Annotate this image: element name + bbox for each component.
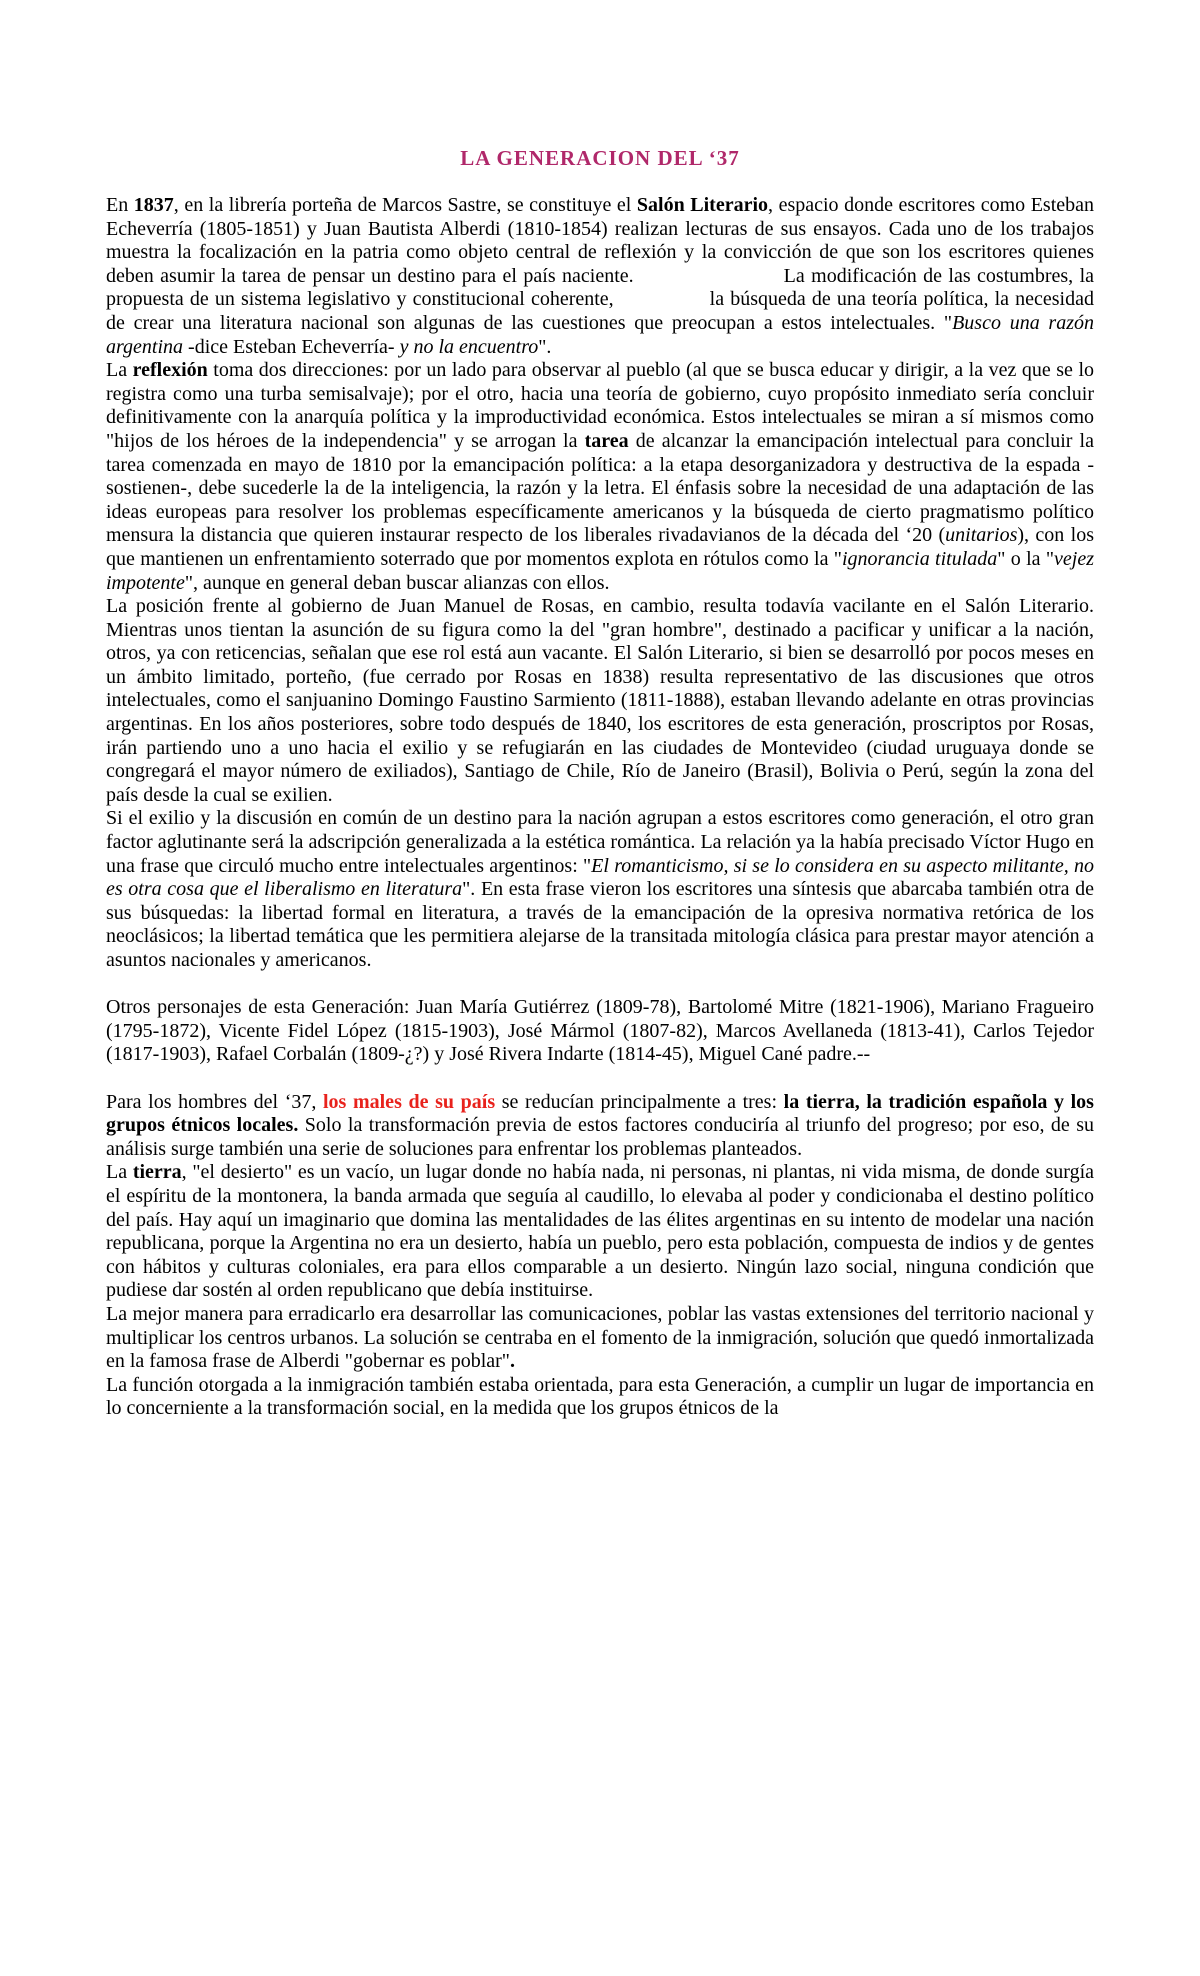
text: ), con los que mantienen un enfrentamiento soterrado que por momentos explota en rótulos como la " bbox=[106, 524, 1094, 570]
text: La bbox=[106, 359, 133, 382]
text: " o la " bbox=[997, 547, 1055, 570]
reflexion-term: reflexión bbox=[132, 359, 208, 382]
paragraph-otros-personajes: Otros personajes de esta Generación: Juan María Gutiérrez (1809-78), Bartolomé Mitre (1821-1906), Mariano Fragueiro (1795-1872), Vicente Fidel López (1815-1903), José Mármol (1807-82), Marcos Avellaneda (1813-41), Carlos Tejedor (1817-1903), Rafael Corbalán (1809-¿?) y José Rivera Indarte (1814-45), Miguel Cané padre.-- bbox=[106, 996, 1094, 1066]
text: Solo la transformación previa de estos factores conduciría al triunfo del progreso; por eso, de su análisis surge también una serie de soluciones para enfrentar los problemas planteados. bbox=[106, 1114, 1094, 1160]
text: toma dos direcciones: por un lado para observar al pueblo (al que se busca educar y dirigir, a la vez que se lo registra como una turba semisalvaje); por el otro, hacia una teoría de gobierno, cuyo propósito inmediato sería concluir definitivamente con la anarquía política y la improductividad económica. Estos intelectuales se miran a sí mismos como "hijos de los héroes de la independencia" y se arrogan la bbox=[106, 359, 1094, 452]
text: ". En esta frase vieron los escritores una síntesis que abarcaba también otra de sus búsquedas: la libertad formal en literatura, a través de la emancipación de la opresiva normativa retórica de los neoclásicos; la libertad temática que les permitiera alejarse de la transitada mitología clásica para prestar mayor atención a asuntos nacionales y americanos. bbox=[106, 878, 1094, 971]
text: . bbox=[509, 1350, 515, 1373]
document-body bbox=[106, 194, 1094, 1421]
text: La mejor manera para erradicarlo era desarrollar las comunicaciones, poblar las vastas extensiones del territorio nacional y multiplicar los centros urbanos. La solución se centraba en el fomento de la inmigración, solución que quedó inmortalizada en la famosa frase de Alberdi "gobernar es poblar" bbox=[106, 1302, 1094, 1373]
quote-no-la-encuentro: y no la encuentro bbox=[399, 335, 539, 358]
tarea-term: tarea bbox=[584, 429, 629, 452]
paragraph-romanticismo bbox=[106, 807, 1094, 972]
paragraph-salon-literario bbox=[106, 194, 1094, 359]
text: La bbox=[106, 1161, 133, 1184]
tres-males: la tierra, la tradición española y los grupos étnicos locales. bbox=[106, 1090, 1094, 1137]
text: se reducían principalmente a tres: bbox=[495, 1090, 784, 1113]
text: -dice Esteban Echeverría- bbox=[183, 335, 400, 358]
unitarios-term: unitarios bbox=[945, 524, 1018, 547]
salon-literario-term: Salón Literario bbox=[636, 194, 769, 216]
males-de-su-pais: los males de su país bbox=[323, 1090, 496, 1113]
text: , en la librería porteña de Marcos Sastre, se constituye el bbox=[173, 194, 637, 216]
paragraph-males bbox=[106, 1091, 1094, 1162]
text: Para los hombres del ‘37, bbox=[106, 1090, 323, 1113]
text: En bbox=[106, 194, 134, 216]
paragraph-rosas: La posición frente al gobierno de Juan Manuel de Rosas, en cambio, resulta todavía vacilante en el Salón Literario. Mientras unos tientan la asunción de su figura como la del "gran hombre", destinado a pacificar y unificar a la nación, otros, ya con reticencias, señalan que ese rol está aun vacante. El Salón Literario, si bien se desarrolló por pocos meses en un ámbito limitado, porteño, (fue cerrado por Rosas en 1838) resulta representativo de las discusiones que otros intelectuales, como el sanjuanino Domingo Faustino Sarmiento (1811-1888), estaban llevando adelante en otras provincias argentinas. En los años posteriores, sobre todo después de 1840, los escritores de esta generación, proscriptos por Rosas, irán partiendo uno a uno hacia el exilio y se refugiarán en las ciudades de Montevideo (ciudad uruguaya donde se congregará el mayor número de exiliados), Santiago de Chile, Río de Janeiro (Brasil), Bolivia o Perú, según la zona del país desde la cual se exilien. bbox=[106, 595, 1094, 806]
text: de alcanzar la emancipación intelectual para concluir la tarea comenzada en mayo de 1810 por la emancipación política: a la etapa desorganizadora y destructiva de la espada -sostienen-, debe sucederle la de la inteligencia, la razón y la letra. El énfasis sobre la necesidad de una adaptación de las ideas europeas para resolver los problemas específicamente americanos y la búsqueda de cierto pragmatismo político mensura la distancia que quieren instaurar respecto de los liberales rivadavianos de la década del ‘20 ( bbox=[106, 429, 1094, 547]
paragraph-inmigracion bbox=[106, 1303, 1094, 1374]
quote-busco: Busco una razón argentina bbox=[106, 311, 1094, 358]
paragraph-funcion: La función otorgada a la inmigración también estaba orientada, para esta Generación, a cumplir un lugar de importancia en lo concerniente a la transformación social, en la medida que los grupos étnicos de la bbox=[106, 1373, 1094, 1420]
paragraph-gap bbox=[106, 973, 1094, 997]
paragraph-gap bbox=[106, 1067, 1094, 1091]
text: la búsqueda de una teoría política, la necesidad de crear una literatura nacional son algunas de las cuestiones que preocupan a estos intelectuales. " bbox=[106, 288, 1094, 334]
text: ". bbox=[538, 335, 552, 358]
paragraph-tierra bbox=[106, 1161, 1094, 1303]
year-1837: 1837 bbox=[133, 194, 174, 216]
tierra-term: tierra bbox=[132, 1161, 182, 1184]
text: La modificación de las costumbres, la propuesta de un sistema legislativo y constitucional coherente, bbox=[106, 264, 1094, 311]
quote-victor-hugo: El romanticismo, si se lo considera en su aspecto militante, no es otra cosa que el liberalismo en literatura bbox=[106, 854, 1094, 901]
text: Si el exilio y la discusión en común de un destino para la nación agrupan a estos escritores como generación, el otro gran factor aglutinante será la adscripción generalizada a la estética romántica. La relación ya la había precisado Víctor Hugo en una frase que circuló mucho entre intelectuales argentinos: " bbox=[106, 807, 1094, 877]
text: ", aunque en general deban buscar alianzas con ellos. bbox=[184, 571, 610, 594]
text: , espacio donde escritores como Esteban Echeverría (1805-1851) y Juan Bautista Alberdi (1810-1854) realizan lecturas de sus ensayos. Cada uno de los trabajos muestra la focalización en la patria como objeto central de reflexión y la convicción de que son los escritores quienes deben asumir la tarea de pensar un destino para el país naciente. bbox=[106, 194, 1095, 287]
document-title: LA GENERACION DEL ‘37 bbox=[460, 146, 740, 170]
vejez-impotente: vejez impotente bbox=[106, 547, 1094, 594]
ignorancia-titulada: ignorancia titulada bbox=[841, 547, 998, 570]
paragraph-reflexion bbox=[106, 359, 1094, 595]
text: , "el desierto" es un vacío, un lugar donde no había nada, ni personas, ni plantas, ni vida misma, de donde surgía el espíritu de la montonera, la banda armada que seguía al caudillo, lo elevaba al poder y condicionaba el destino político del país. Hay aquí un imaginario que domina las mentalidades de las élites argentinas en su intento de modelar una nación republicana, porque la Argentina no era un desierto, había un pueblo, pero esta población, compuesta de indios y de gentes con hábitos y culturas coloniales, era para ellos comparable a un desierto. Ningún lazo social, ninguna condición que pudiese dar sostén al orden republicano que debía instituirse. bbox=[106, 1161, 1094, 1302]
